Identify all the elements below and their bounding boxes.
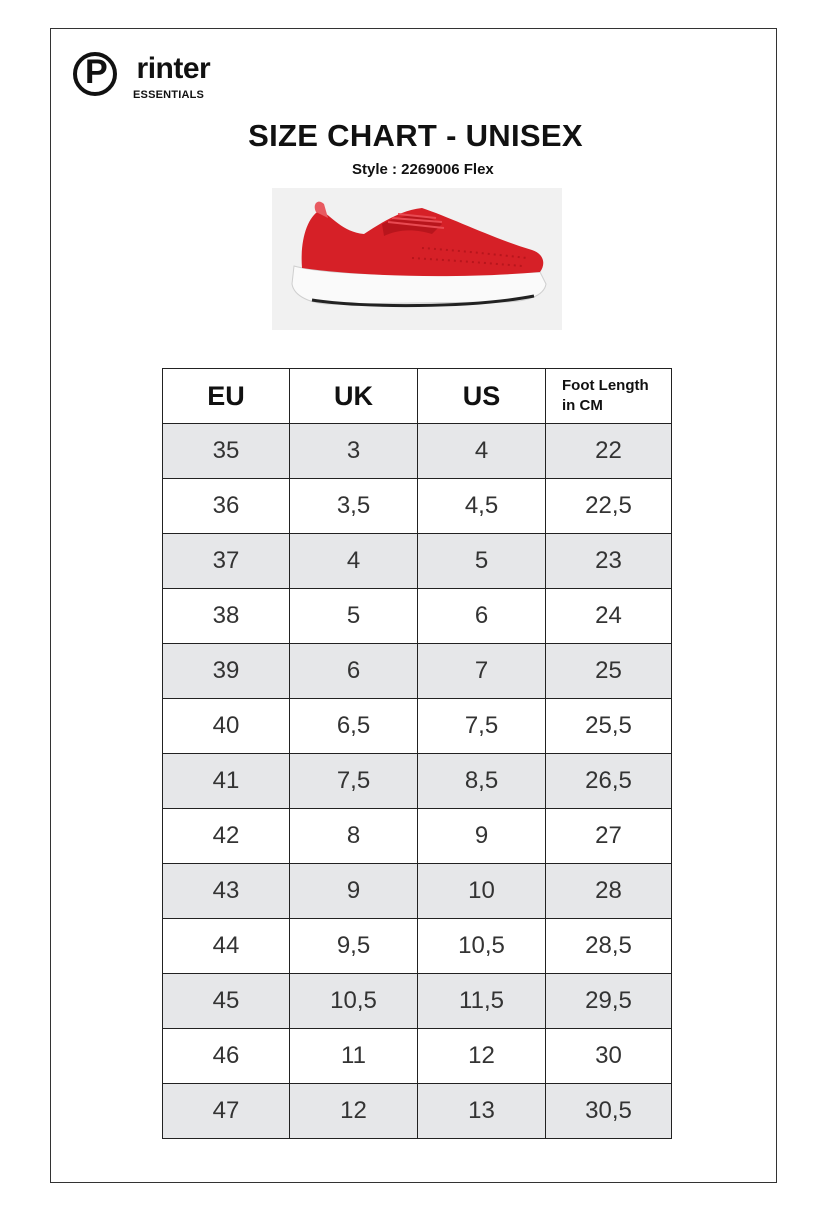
size-chart-table [162, 368, 672, 1139]
cell-foot-length: 27 [546, 809, 672, 864]
table-row [163, 809, 672, 864]
header-eu: EU [163, 369, 290, 424]
cell-eu: 46 [163, 1029, 290, 1084]
page-title: SIZE CHART - UNISEX [248, 118, 583, 153]
cell-uk: 3 [290, 424, 418, 479]
cell-eu: 42 [163, 809, 290, 864]
cell-us: 7,5 [418, 699, 546, 754]
header-foot-length [546, 369, 672, 424]
cell-eu: 37 [163, 534, 290, 589]
header-us: US [418, 369, 546, 424]
table-row [163, 1084, 672, 1139]
cell-uk: 11 [290, 1029, 418, 1084]
cell-us: 9 [418, 809, 546, 864]
cell-foot-length: 28,5 [546, 919, 672, 974]
cell-eu: 43 [163, 864, 290, 919]
table-row [163, 919, 672, 974]
cell-eu: 45 [163, 974, 290, 1029]
cell-uk: 7,5 [290, 754, 418, 809]
cell-eu: 47 [163, 1084, 290, 1139]
cell-us: 6 [418, 589, 546, 644]
logo-p-icon [73, 52, 117, 96]
brand-logo [73, 52, 233, 107]
cell-eu: 40 [163, 699, 290, 754]
brand-tagline: ESSENTIALS [133, 89, 205, 101]
product-image [272, 188, 562, 330]
cell-uk: 6,5 [290, 699, 418, 754]
table-header-row [163, 369, 672, 424]
cell-eu: 39 [163, 644, 290, 699]
header-uk: UK [290, 369, 418, 424]
table-row [163, 754, 672, 809]
table-row [163, 479, 672, 534]
table-row [163, 864, 672, 919]
cell-us: 5 [418, 534, 546, 589]
cell-uk: 4 [290, 534, 418, 589]
cell-us: 7 [418, 644, 546, 699]
cell-foot-length: 22 [546, 424, 672, 479]
table-row [163, 699, 672, 754]
cell-foot-length: 28 [546, 864, 672, 919]
table-row [163, 589, 672, 644]
cell-us: 12 [418, 1029, 546, 1084]
cell-us: 13 [418, 1084, 546, 1139]
cell-uk: 9 [290, 864, 418, 919]
cell-foot-length: 26,5 [546, 754, 672, 809]
table-row [163, 644, 672, 699]
cell-foot-length: 30 [546, 1029, 672, 1084]
cell-foot-length: 25 [546, 644, 672, 699]
cell-eu: 36 [163, 479, 290, 534]
cell-uk: 12 [290, 1084, 418, 1139]
cell-us: 10 [418, 864, 546, 919]
table-row [163, 534, 672, 589]
cell-uk: 10,5 [290, 974, 418, 1029]
cell-uk: 9,5 [290, 919, 418, 974]
cell-us: 11,5 [418, 974, 546, 1029]
cell-foot-length: 22,5 [546, 479, 672, 534]
red-sneaker-image [272, 188, 562, 330]
style-subtitle: Style : 2269006 Flex [352, 161, 494, 178]
cell-eu: 41 [163, 754, 290, 809]
cell-uk: 5 [290, 589, 418, 644]
cell-us: 10,5 [418, 919, 546, 974]
table-row [163, 974, 672, 1029]
cell-eu: 44 [163, 919, 290, 974]
header-foot-length-line2: in CM [562, 397, 603, 414]
cell-foot-length: 24 [546, 589, 672, 644]
cell-eu: 35 [163, 424, 290, 479]
cell-eu: 38 [163, 589, 290, 644]
table-row [163, 424, 672, 479]
cell-uk: 6 [290, 644, 418, 699]
cell-foot-length: 30,5 [546, 1084, 672, 1139]
brand-name [117, 54, 210, 84]
header-foot-length-line1: Foot Length [562, 376, 649, 394]
cell-us: 4 [418, 424, 546, 479]
table-row [163, 1029, 672, 1084]
cell-us: 8,5 [418, 754, 546, 809]
cell-uk: 3,5 [290, 479, 418, 534]
brand-name-text: rinter [136, 52, 211, 85]
cell-uk: 8 [290, 809, 418, 864]
cell-us: 4,5 [418, 479, 546, 534]
cell-foot-length: 29,5 [546, 974, 672, 1029]
cell-foot-length: 23 [546, 534, 672, 589]
cell-foot-length: 25,5 [546, 699, 672, 754]
